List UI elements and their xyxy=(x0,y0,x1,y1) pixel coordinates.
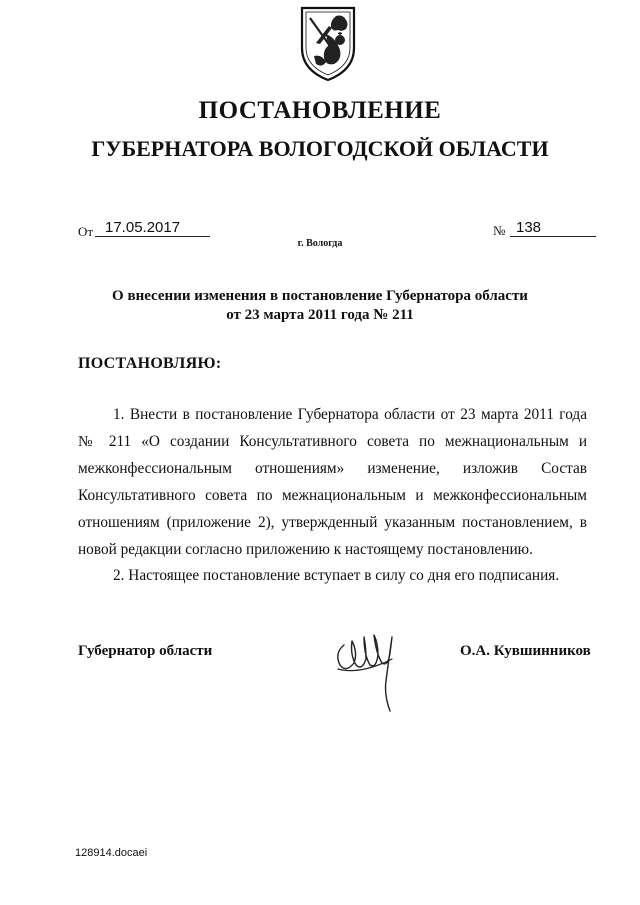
date-label: От xyxy=(78,224,94,239)
paragraph-1 xyxy=(78,401,587,563)
signer-position: Губернатор области xyxy=(78,643,213,659)
date-underline xyxy=(95,236,210,237)
document-title: ПОСТАНОВЛЕНИЕ xyxy=(198,97,442,124)
subject-line-1: О внесении изменения в постановление Губернатора области xyxy=(112,288,528,304)
paragraph-2 xyxy=(78,562,587,589)
document-subtitle: ГУБЕРНАТОРА ВОЛОГОДСКОЙ ОБЛАСТИ xyxy=(91,136,549,161)
paragraph-1-text: 1. Внести в постановление Губернатора области от 23 марта 2011 года № 211 «О создании Консультативного совета по межнациональным и межконфессиональным отношениям» изменение, изложив Состав Консультативного совета по межнациональным и межконфессиональным отношениям (приложение 2), утвержденный указанным постановлением, в новой редакции согласно приложению к настоящему постановлению. xyxy=(78,406,587,558)
signature-icon xyxy=(330,625,410,715)
coat-of-arms-icon xyxy=(296,4,360,84)
number-underline xyxy=(510,236,596,237)
signer-name: О.А. Кувшинников xyxy=(460,643,591,659)
decree-word: ПОСТАНОВЛЯЮ: xyxy=(78,355,222,372)
document-reference: 128914.docaei xyxy=(75,847,148,859)
city: г. Вологда xyxy=(297,238,343,249)
date-value: 17.05.2017 xyxy=(105,219,181,236)
number-value: 138 xyxy=(516,219,542,236)
document-subject xyxy=(0,287,640,325)
subject-line-2: от 23 марта 2011 года № 211 xyxy=(226,307,414,323)
number-label: № xyxy=(493,223,506,238)
paragraph-2-text: 2. Настоящее постановление вступает в силу со дня его подписания. xyxy=(113,567,560,584)
